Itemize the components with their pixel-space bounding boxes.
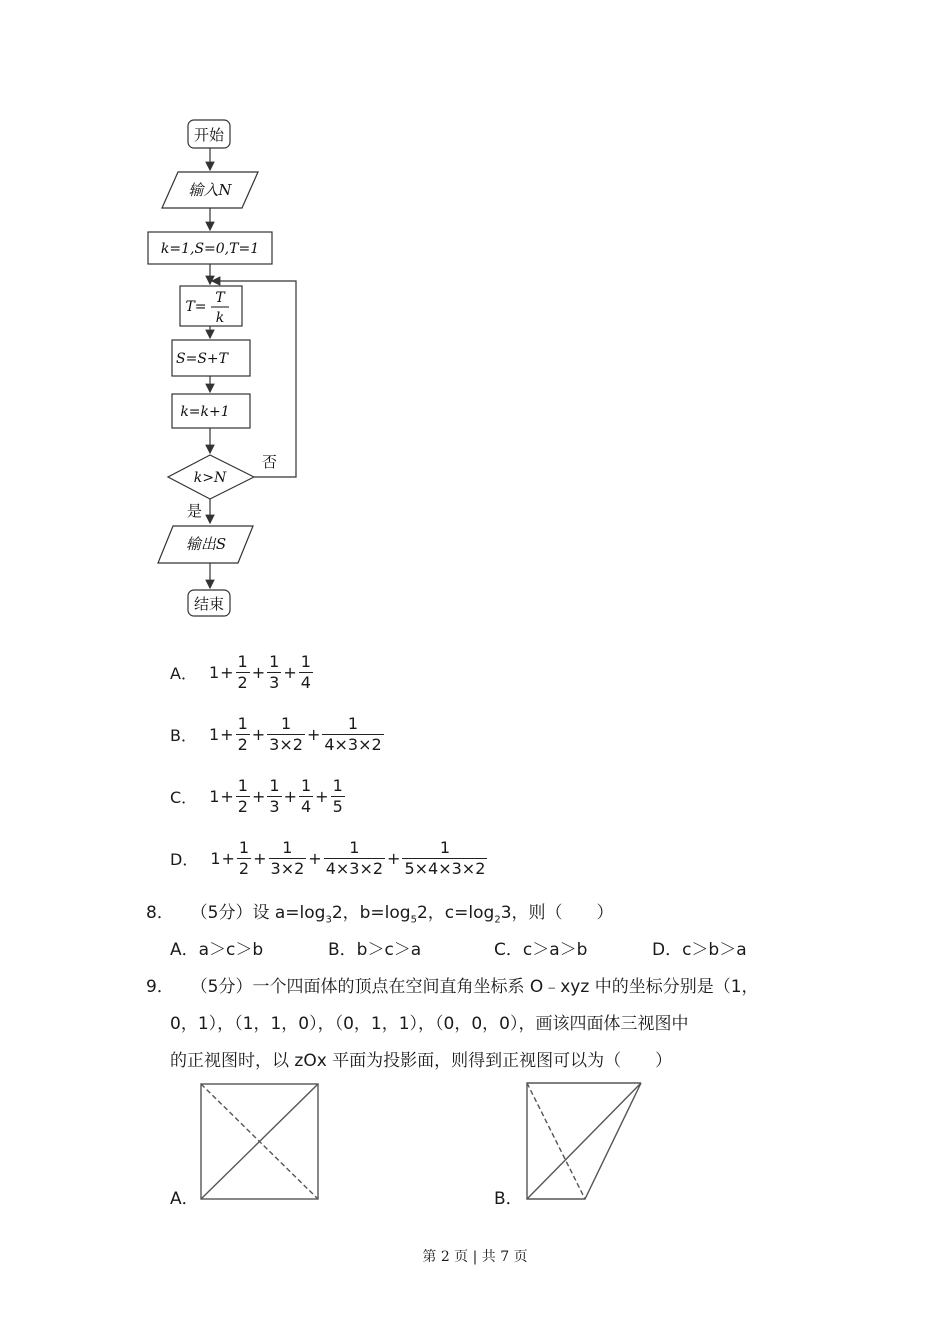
fraction: $\frac{1}{4}$	[300, 776, 312, 816]
fraction: $\frac{1}{4}$	[300, 652, 311, 692]
q9-line3: 的正视图时，以 zOx 平面为投影面，则得到正视图可以为（ ）	[170, 1051, 673, 1071]
fraction: $\frac{1}{2}$	[238, 838, 250, 878]
q9-option-b-label: B．	[494, 1189, 523, 1209]
fraction: $\frac{1}{3\times 2}$	[270, 838, 305, 878]
flow-init-text: k=1,S=0,T=1	[160, 241, 260, 257]
q9-line1: 9． （5分）一个四面体的顶点在空间直角坐标系 O﹣xyz 中的坐标分别是（1，	[146, 977, 759, 997]
flow-no-label: 否	[262, 453, 278, 471]
fraction: $\frac{1}{5}$	[332, 776, 343, 816]
fraction: $\frac{1}{2}$	[237, 652, 248, 692]
q8-option-c: C．c＞a＞b	[494, 940, 588, 960]
flow-yes-label: 是	[187, 502, 203, 520]
flow-output-text: 输出S	[185, 535, 227, 553]
q7-option-a: A． 1 + $\frac{1}{2}$ + $\frac{1}{3}$ + $\frac{1}{4}$	[170, 652, 311, 692]
fraction: $\frac{1}{2}$	[237, 714, 248, 754]
fraction: $\frac{1}{4\times 3\times 2}$	[325, 838, 384, 878]
q7-option-d: D． 1 + $\frac{1}{2}$ + $\frac{1}{3\times 2}$ + $\frac{1}{4\times 3\times 2}$ + $\frac{1}{5\times 4\times 3\times 2}$	[170, 838, 486, 878]
fraction: $\frac{1}{5\times 4\times 3\times 2}$	[404, 838, 486, 878]
flowchart	[0, 0, 950, 640]
fraction: $\frac{1}{3}$	[269, 776, 280, 816]
q7-option-c: C． 1 + $\frac{1}{2}$ + $\frac{1}{3}$ + $\frac{1}{4}$ + $\frac{1}{5}$	[170, 776, 343, 816]
q8-option-d: D．c＞b＞a	[652, 940, 747, 960]
fraction: $\frac{1}{2}$	[237, 776, 248, 816]
q9-option-a-figure	[198, 1082, 322, 1202]
fraction: $\frac{1}{3\times 2}$	[269, 714, 303, 754]
q9-number: 9．	[146, 977, 174, 997]
flow-step-k-text: k=k+1	[180, 404, 230, 420]
flow-start-text: 开始	[193, 126, 225, 144]
fraction: $\frac{1}{3}$	[269, 652, 280, 692]
flow-step-t-lhs: T=	[185, 299, 207, 315]
q9-option-a-label: A．	[170, 1189, 199, 1209]
flow-step-t-den: k	[215, 310, 225, 326]
q8-option-a: A．a＞c＞b	[170, 940, 264, 960]
flow-step-t-num: T	[215, 290, 225, 306]
q9-line2: 0，1），（1，1，0），（0，1，1），（0，0，0），画该四面体三视图中	[170, 1014, 689, 1034]
flow-condition-text: k>N	[193, 470, 227, 486]
q9-option-b-figure	[523, 1080, 647, 1202]
q8-score: （5分）	[190, 903, 253, 923]
flow-input-text: 输入N	[188, 181, 232, 199]
q8-number: 8．	[146, 903, 174, 923]
flow-step-s-text: S=S+T	[176, 351, 228, 367]
q8-option-b: B．b＞c＞a	[328, 940, 422, 960]
page-footer: 第 2 页 | 共 7 页	[422, 1249, 528, 1265]
q7-option-b: B． 1 + $\frac{1}{2}$ + $\frac{1}{3\times 2}$ + $\frac{1}{4\times 3\times 2}$	[170, 714, 382, 754]
q8-stem: 8． （5分）设 $a=\log_32$，$b=\log_52$，$c=\log_23$，则（ ）	[146, 903, 614, 926]
flow-end-text: 结束	[193, 595, 225, 613]
fraction: $\frac{1}{4\times 3\times 2}$	[324, 714, 382, 754]
